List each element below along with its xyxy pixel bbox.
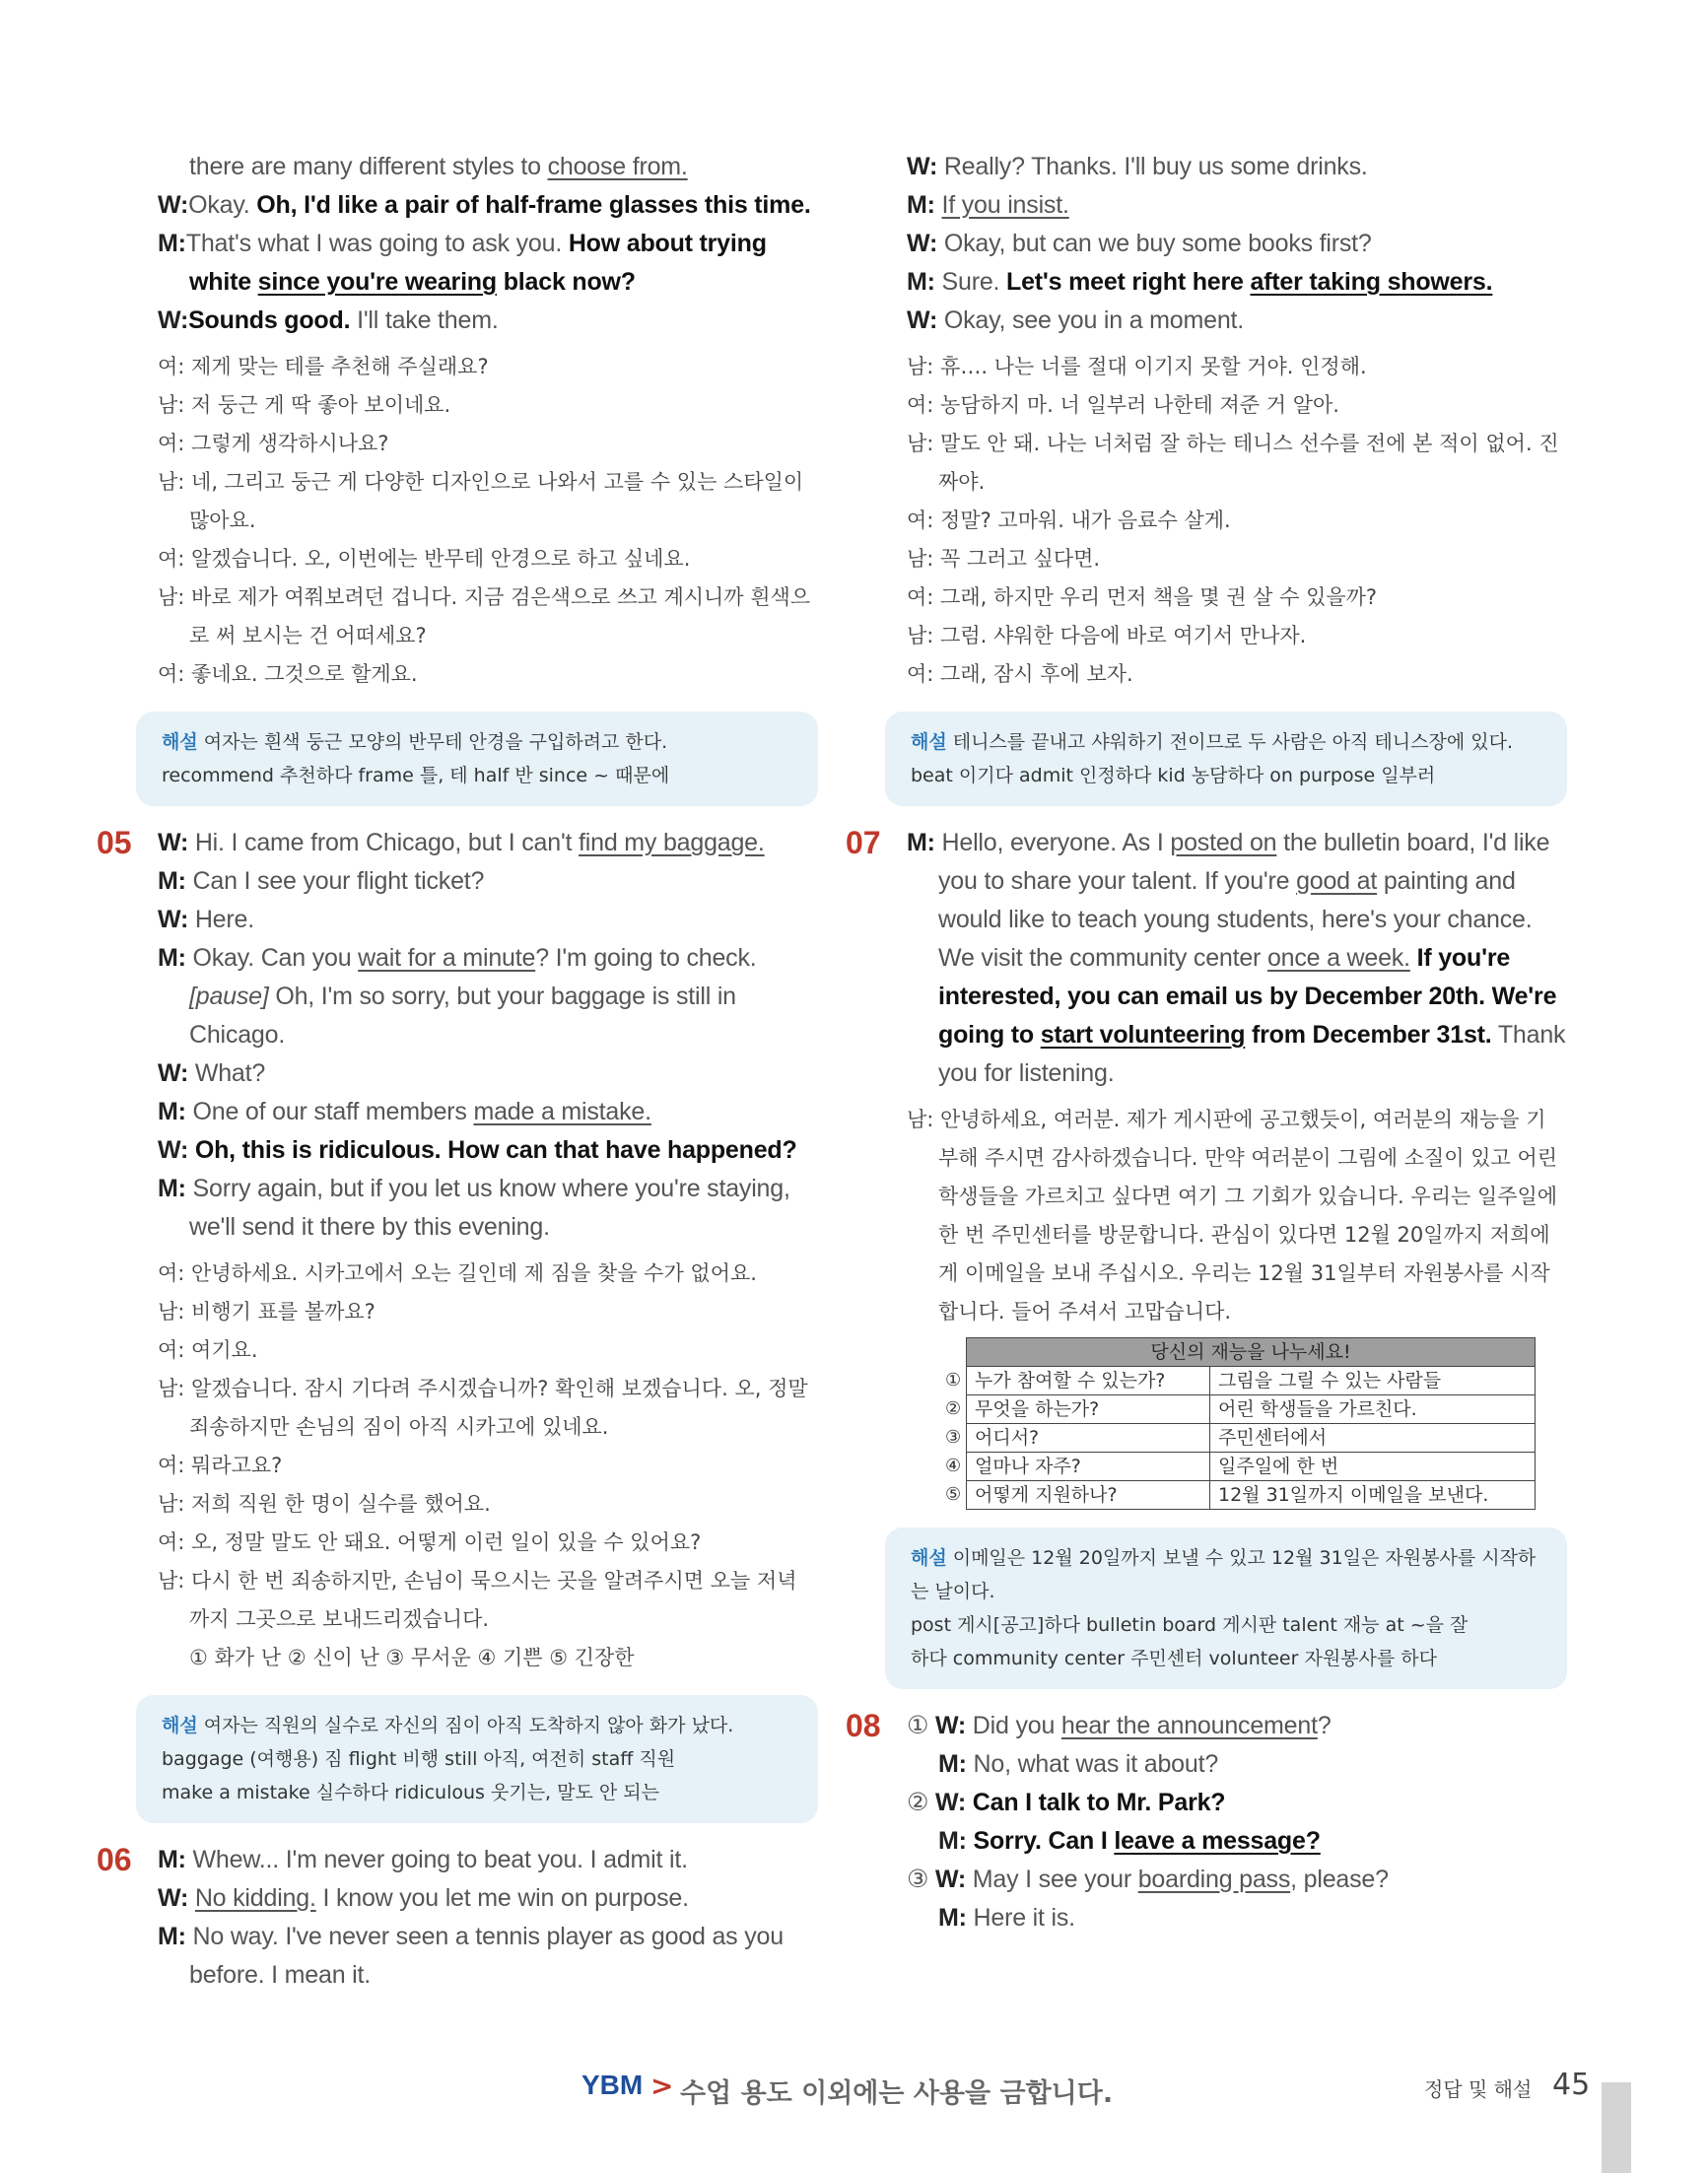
translation-line: 여: 그렇게 생각하시나요? [158,432,389,455]
ybm-logo: YBM [581,2070,644,2100]
dialogue-line: M:That's what I was going to ask you. How about trying [158,230,767,257]
vocab-line: baggage (여행용) 짐 flight 비행 still 아직, 여전히 staff 직원 [162,1748,676,1770]
translation-line: 여: 알겠습니다. 오, 이번에는 반무테 안경으로 하고 싶네요. [158,547,691,571]
question-number: 06 [97,1842,132,1877]
explanation-box-06: 해설 테니스를 끝내고 샤워하기 전이므로 두 사람은 아직 테니스장에 있다. beat 이기다 admit 인정하다 kid 농담하다 on purpose 일부러 [885,712,1567,806]
translation-line: 많아요. [189,509,256,532]
explanation-label: 해설 [162,731,198,753]
usage-notice: 수업 용도 이외에는 사용을 금합니다. [680,2078,1114,2109]
question-number: 05 [97,825,132,860]
translation-line: 남: 네, 그리고 둥근 게 다양한 디자인으로 나와서 고를 수 있는 스타일이 [158,470,804,494]
table-row: ④ 얼마나 자주? 일주일에 한 번 [967,1453,1536,1481]
korean-translation-06: 남: 휴…. 나는 너를 절대 이기지 못할 거야. 인정해. 여: 농담하지 마. 너 일부러 나한테 져준 거 알아. 남: 말도 안 돼. 나는 너처럼 잘 하는 테니스 선수를 전에 본 적이 없어. 진 짜야. 여: 정말? 고마워. 내가 음료수 살게. 남: 꼭 그러고 싶다면. 여: 그래, 하지만 우리 먼저 책을 몇 권 살 수 있을까? 남: 그럼. 샤워한 다음에 바로 여기서 만나자. 여: 그래, 잠시 후에 보자. [907,355,1559,686]
translation-line: 여: 좋네요. 그것으로 할게요. [158,662,418,686]
korean-translation-07: 남: 안녕하세요, 여러분. 제가 게시판에 공고했듯이, 여러분의 재능을 기 부해 주시면 감사하겠습니다. 만약 여러분이 그림에 소질이 있고 어린 학생들을 가르치고 싶다면 여기 그 기회가 있습니다. 우리는 일주일에 한 번 주민센터를 방문합니다. 관심이 있다면 12월 20일까지 저희에 게 이메일을 보내 주십시오. 우리는 12월 31일부터 자원봉사를 시작 합니다. 들어 주셔서 고맙습니다. [907,1108,1558,1324]
left-column [97,148,848,1995]
vocab-line: 하다 community center 주민센터 volunteer 자원봉사를 하다 [911,1648,1437,1669]
table-row: ② 무엇을 하는가? 어린 학생들을 가르친다. [967,1395,1536,1424]
dialogue-line: there are many different styles to choose from. [189,153,688,180]
explanation-box-05: 해설 여자는 직원의 실수로 자신의 짐이 아직 도착하지 않아 화가 났다. baggage (여행용) 짐 flight 비행 still 아직, 여전히 staff 직원 make a mistake 실수하다 ridiculous 웃기는, 말도 안 되는 [136,1695,818,1823]
answer-choices: ① 화가 난 ② 신이 난 ③ 무서운 ④ 기쁜 ⑤ 긴장한 [189,1646,635,1669]
question-08: 08 ① W: Did you hear the announcement? M: No, what was it about? ② W: Can I talk to Mr. Park? M: Sorry. Can I leave a message? ③ W: May I see your boarding pass, please? M: Here it is. [846,1708,1389,1932]
dialogue-line: W:Sounds good. I'll take them. [158,306,499,334]
page-footer [0,2070,1708,2129]
page-number: 45 [1552,2068,1591,2102]
explanation-label: 해설 [911,731,947,753]
korean-translation-04 [158,348,848,694]
translation-line: 남: 바로 제가 여쭤보려던 겁니다. 지금 검은색으로 쓰고 계시니까 흰색으 [158,585,811,609]
page-tab-marker [1602,2082,1631,2173]
vocab-line: recommend 추천하다 frame 틀, 테 half 반 since ~ 때문에 [162,765,670,786]
section-label: 정답 및 해설 [1424,2077,1533,2101]
explanation-box-04: 해설 여자는 흰색 둥근 모양의 반무테 안경을 구입하려고 한다. recommend 추천하다 frame 틀, 테 half 반 since ~ 때문에 [136,712,818,806]
question-05: 05 W: Hi. I came from Chicago, but I can't find my baggage. M: Can I see your flight ticket? W: Here. M: Okay. Can you wait for a minute? I'm going to check. [pause] Oh, I'm so sorry, but your baggage is still in Chicago. W: What? M: One of our staff members made a mistake. W: Oh, this is ridiculous. How can that have happened? M: Sorry again, but if you let us know where you're staying, we'll send it there by this evening. 여: 안녕하세요. 시카고에서 오는 길인데 제 짐을 찾을 수가 없어요. 남: 비행기 표를 볼까요? 여: 여기요. 남: 알겠습니다. 잠시 기다려 주시겠습니까? 확인해 보겠습니다. 오, 정말 죄송하지만 손님의 짐이 아직 시카고에 있네요. 여: 뭐라고요? 남: 저희 직원 한 명이 실수를 했어요. 여: 오, 정말 말도 안 돼요. 어떻게 이런 일이 있을 수 있어요? 남: 다시 한 번 죄송하지만, 손님이 묵으시는 곳을 알려주시면 오늘 저녁 까지 그곳으로 보내드리겠습니다. ① 화가 난 ② 신이 난 ③ 무서운 ④ 기쁜 ⑤ 긴장한 해설 여자는 직원의 실수로 자신의 짐이 아직 도착하지 않아 화가 났다. baggage (여행용) 짐 flight 비행 still 아직, 여전히 staff 직원 make a mistake 실수하다 ridiculous 웃기는, 말도 안 되는 [158,824,848,1823]
vocab-line: post 게시[공고]하다 bulletin board 게시판 talent 재능 at ~을 잘 [911,1614,1469,1636]
question-number: 07 [846,825,881,860]
chevron-right-icon: > [650,2070,674,2102]
question-number: 08 [846,1708,881,1743]
talent-table [945,1337,1536,1510]
question-07: 07 M: Hello, everyone. As I posted on the bulletin board, I'd like you to share your talent. If you're good at painting and would like to teach young students, here's your chance. We visit the community center once a week. If you're interested, you can email us by December 20th. We're going to start volunteering from December 31st. Thank you for listening. 남: 안녕하세요, 여러분. 제가 게시판에 공고했듯이, 여러분의 재능을 기 부해 주시면 감사하겠습니다. 만약 여러분이 그림에 소질이 있고 어린 학생들을 가르치고 싶다면 여기 그 기회가 있습니다. 우리는 일주일에 한 번 주민센터를 방문합니다. 관심이 있다면 12월 20일까지 저희에 게 이메일을 보내 주십시오. 우리는 12월 31일부터 자원봉사를 시작 합니다. 들어 주셔서 고맙습니다. 당신의 재능을 나누세요! ① 누가 참여할 수 있는가? 그림을 그릴 수 있는 사람들 ② 무엇을 하는가? 어린 학생들을 가르친다. ③ 어디서? 주민센터에서 ④ 얼마나 자주? 일주일에 한 번 ⑤ 어떻게 지원하나? 12월 31일까지 이메일을 보낸다. 해설 이메일은 12월 20일까지 보낼 수 있고 12월 31일은 자원봉사를 시작하 는 날이다. post 게시[공고]하다 bulletin board 게시판 talent 재능 at ~을 잘 하다 community center 주민센터 volunteer 자원봉사를 하다 [907,824,1567,1689]
dialogue-line: W:Okay. Oh, I'd like a pair of half-frame glasses this time. [158,191,811,219]
translation-line: 여: 제게 맞는 테를 추천해 주실래요? [158,355,489,378]
translation-line: 로 써 보시는 건 어떠세요? [189,624,427,647]
dialogue-line: white since you're wearing black now? [189,268,636,296]
question-06: 06 M: Whew... I'm never going to beat you. I admit it. W: No kidding. I know you let me win on purpose. M: No way. I've never seen a tennis player as good as you before. I mean it. [97,1842,784,1989]
translation-line: 남: 저 둥근 게 딱 좋아 보이네요. [158,393,451,417]
vocab-line: beat 이기다 admit 인정하다 kid 농담하다 on purpose 일부러 [911,765,1436,786]
vocab-line: make a mistake 실수하다 ridiculous 웃기는, 말도 안 되는 [162,1782,659,1803]
right-column: W: Really? Thanks. I'll buy us some drinks. M: If you insist. W: Okay, but can we buy some books first? M: Sure. Let's meet right here after taking showers. W: Okay, see you in a moment. 남: 휴…. 나는 너를 절대 이기지 못할 거야. 인정해. 여: 농담하지 마. 너 일부러 나한테 져준 거 알아. 남: 말도 안 돼. 나는 너처럼 잘 하는 테니스 선수를 전에 본 적이 없어. 진 짜야. 여: 정말? 고마워. 내가 음료수 살게. 남: 꼭 그러고 싶다면. 여: 그래, 하지만 우리 먼저 책을 몇 권 살 수 있을까? 남: 그럼. 샤워한 다음에 바로 여기서 만나자. 여: 그래, 잠시 후에 보자. 해설 테니스를 끝내고 샤워하기 전이므로 두 사람은 아직 테니스장에 있다. beat 이기다 admit 인정하다 kid 농담하다 on purpose 일부러 07 M: Hello, everyone. As I posted on the bulletin board, I'd like you to share your talent. If you're good at painting and would like to teach young students, here's your chance. We visit the community center once a week. If you're interested, you can email us by December 20th. We're going to start volunteering from December 31st. Thank you for listening. 남: 안녕하세요, 여러분. 제가 게시판에 공고했듯이, 여러분의 재능을 기 부해 주시면 감사하겠습니다. 만약 여러분이 그림에 소질이 있고 어린 학생들을 가르치고 싶다면 여기 그 기회가 있습니다. 우리는 일주일에 한 번 주민센터를 방문합니다. 관심이 있다면 12월 20일까지 저희에 게 이메일을 보내 주십시오. 우리는 12월 31일부터 자원봉사를 시작 합니다. 들어 주셔서 고맙습니다. 당신의 재능을 나누세요! ① 누가 참여할 수 있는가? 그림을 그릴 수 있는 사람들 ② 무엇을 하는가? 어린 학생들을 가르친다. ③ 어디서? 주민센터에서 ④ 얼마나 자주? 일주일에 한 번 ⑤ 어떻게 지원하나? 12월 31일까지 이메일을 보낸다. 해설 이메일은 12월 20일까지 보낼 수 있고 12월 31일은 자원봉사를 시작하 는 날이다. post 게시[공고]하다 bulletin board 게시판 talent 재능 at ~을 잘 하다 community center 주민센터 volunteer 자원봉사를 하다 08 ① W: Did you hear the announcement? M: No, what was it about? ② W: Can I talk to Mr. Park? M: Sorry. Can I leave a message? ③ W: May I see your boarding pass, please? M: Here it is. [907,148,1567,1937]
korean-translation-05: 여: 안녕하세요. 시카고에서 오는 길인데 제 짐을 찾을 수가 없어요. 남: 비행기 표를 볼까요? 여: 여기요. 남: 알겠습니다. 잠시 기다려 주시겠습니까? 확인해 보겠습니다. 오, 정말 죄송하지만 손님의 짐이 아직 시카고에 있네요. 여: 뭐라고요? 남: 저희 직원 한 명이 실수를 했어요. 여: 오, 정말 말도 안 돼요. 어떻게 이런 일이 있을 수 있어요? 남: 다시 한 번 죄송하지만, 손님이 묵으시는 곳을 알려주시면 오늘 저녁 까지 그곳으로 보내드리겠습니다. ① 화가 난 ② 신이 난 ③ 무서운 ④ 기쁜 ⑤ 긴장한 [158,1255,848,1677]
explanation-label: 해설 [162,1715,198,1736]
explanation-label: 해설 [911,1547,947,1569]
table-row: ⑤ 어떻게 지원하나? 12월 31일까지 이메일을 보낸다. [967,1481,1536,1510]
table-row: ③ 어디서? 주민센터에서 [967,1424,1536,1453]
table-title: 당신의 재능을 나누세요! [967,1338,1536,1367]
table-row: ① 누가 참여할 수 있는가? 그림을 그릴 수 있는 사람들 [967,1367,1536,1395]
explanation-box-07: 해설 이메일은 12월 20일까지 보낼 수 있고 12월 31일은 자원봉사를 시작하 는 날이다. post 게시[공고]하다 bulletin board 게시판 talent 재능 at ~을 잘 하다 community center 주민센터 volunteer 자원봉사를 하다 [885,1528,1567,1689]
